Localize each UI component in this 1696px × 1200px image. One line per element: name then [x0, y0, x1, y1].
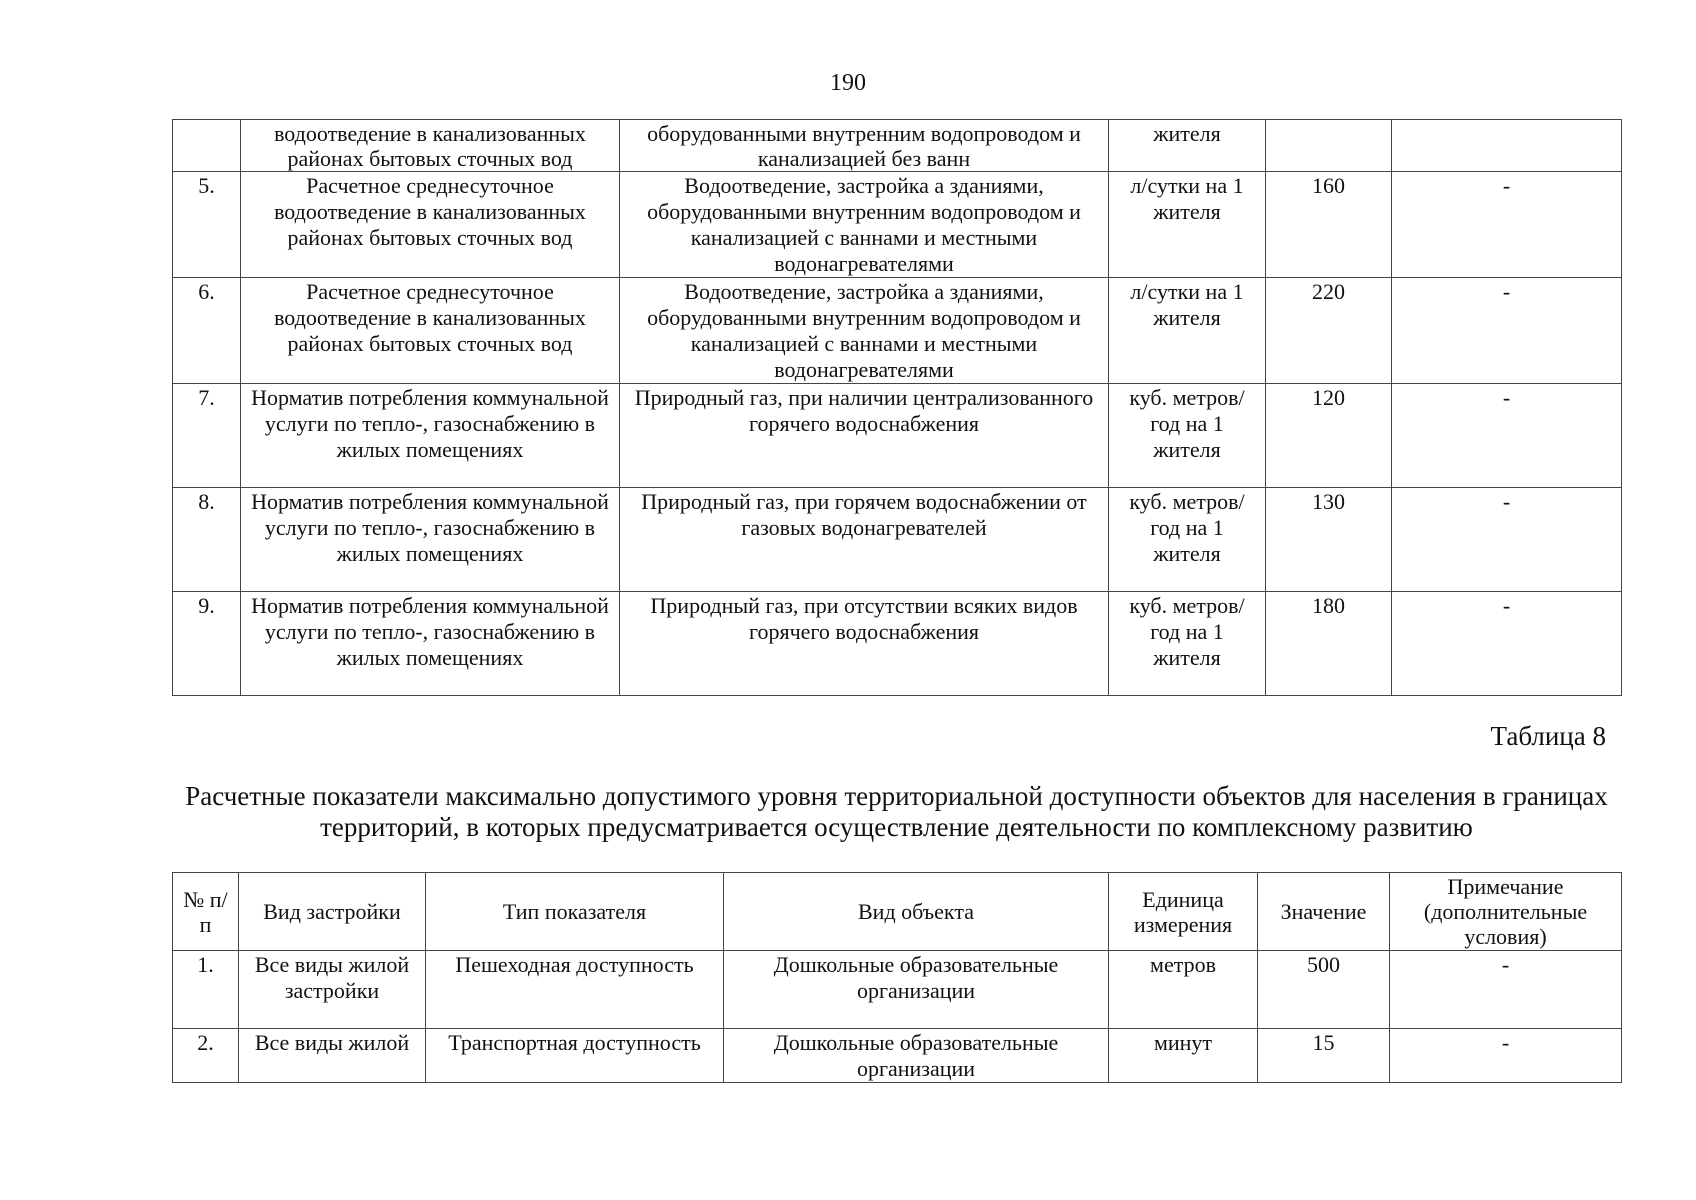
row-number: 8. [173, 488, 241, 592]
table-row [173, 120, 1622, 172]
header-value: Значение [1258, 873, 1390, 951]
unit: л/сутки на 1 жителя [1109, 172, 1266, 278]
object-type: Дошкольные образовательные организации [724, 951, 1109, 1029]
page-number: 190 [830, 70, 866, 96]
indicator-type: Транспортная доступность [426, 1029, 724, 1083]
unit: минут [1109, 1029, 1258, 1083]
value: 180 [1266, 592, 1392, 696]
row-number: 2. [173, 1029, 239, 1083]
value: 15 [1258, 1029, 1390, 1083]
indicator-type: Природный газ, при наличии централизованного горячего водоснабжения [620, 384, 1109, 488]
table-row [173, 278, 1622, 384]
indicator-name: Норматив потребления коммунальной услуги по тепло-, газоснабжению в жилых помещениях [241, 384, 620, 488]
note: - [1392, 488, 1622, 592]
note: - [1392, 172, 1622, 278]
note: - [1390, 1029, 1622, 1083]
row-number: 9. [173, 592, 241, 696]
note: - [1392, 278, 1622, 384]
building-type: Все виды жилой [239, 1029, 426, 1083]
unit: куб. метров/ год на 1 жителя [1109, 384, 1266, 488]
note [1392, 120, 1622, 172]
indicator-type: Природный газ, при отсутствии всяких видов горячего водоснабжения [620, 592, 1109, 696]
table-label: Таблица 8 [1490, 721, 1606, 751]
table-row [173, 384, 1622, 488]
table-row [173, 488, 1622, 592]
table-row [173, 1029, 1622, 1083]
header-note: Примечание (дополнительные условия) [1390, 873, 1622, 951]
table-row [173, 172, 1622, 278]
note: - [1392, 592, 1622, 696]
header-num: № п/п [173, 873, 239, 951]
row-number [173, 120, 241, 172]
table-title: Расчетные показатели максимально допустимого уровня территориальной доступности объектов для населения в границах территорий, в которых предусматривается осуществление деятельности по комплексному развитию [185, 781, 1608, 842]
value: 120 [1266, 384, 1392, 488]
unit: куб. метров/ год на 1 жителя [1109, 592, 1266, 696]
header-indicator-type: Тип показателя [426, 873, 724, 951]
table-header-row [173, 873, 1622, 951]
value: 130 [1266, 488, 1392, 592]
indicator-type: Пешеходная доступность [426, 951, 724, 1029]
row-number: 7. [173, 384, 241, 488]
indicator-type: Природный газ, при горячем водоснабжении от газовых водонагревателей [620, 488, 1109, 592]
header-unit: Единица измерения [1109, 873, 1258, 951]
header-object: Вид объекта [724, 873, 1109, 951]
table-row [173, 592, 1622, 696]
indicator-type: Водоотведение, застройка а зданиями, оборудованными внутренним водопроводом и канализацией с ваннами и местными водонагревателями [620, 172, 1109, 278]
indicator-type: оборудованными внутренним водопроводом и канализацией без ванн [620, 120, 1109, 172]
indicator-name: Расчетное среднесуточное водоотведение в канализованных районах бытовых сточных вод [241, 172, 620, 278]
indicator-type: Водоотведение, застройка а зданиями, оборудованными внутренним водопроводом и канализацией с ваннами и местными водонагревателями [620, 278, 1109, 384]
accessibility-table [172, 872, 1622, 1083]
value: 500 [1258, 951, 1390, 1029]
header-building: Вид застройки [239, 873, 426, 951]
indicator-name: Расчетное среднесуточное водоотведение в канализованных районах бытовых сточных вод [241, 278, 620, 384]
unit: л/сутки на 1 жителя [1109, 278, 1266, 384]
indicator-name: водоотведение в канализованных районах бытовых сточных вод [241, 120, 620, 172]
indicator-name: Норматив потребления коммунальной услуги по тепло-, газоснабжению в жилых помещениях [241, 488, 620, 592]
indicator-name: Норматив потребления коммунальной услуги по тепло-, газоснабжению в жилых помещениях [241, 592, 620, 696]
unit: куб. метров/ год на 1 жителя [1109, 488, 1266, 592]
row-number: 6. [173, 278, 241, 384]
value: 220 [1266, 278, 1392, 384]
value: 160 [1266, 172, 1392, 278]
row-number: 1. [173, 951, 239, 1029]
note: - [1392, 384, 1622, 488]
note: - [1390, 951, 1622, 1029]
unit: метров [1109, 951, 1258, 1029]
building-type: Все виды жилой застройки [239, 951, 426, 1029]
row-number: 5. [173, 172, 241, 278]
unit: жителя [1109, 120, 1266, 172]
object-type: Дошкольные образовательные организации [724, 1029, 1109, 1083]
table-row [173, 951, 1622, 1029]
standards-table-continued [172, 119, 1622, 696]
value [1266, 120, 1392, 172]
